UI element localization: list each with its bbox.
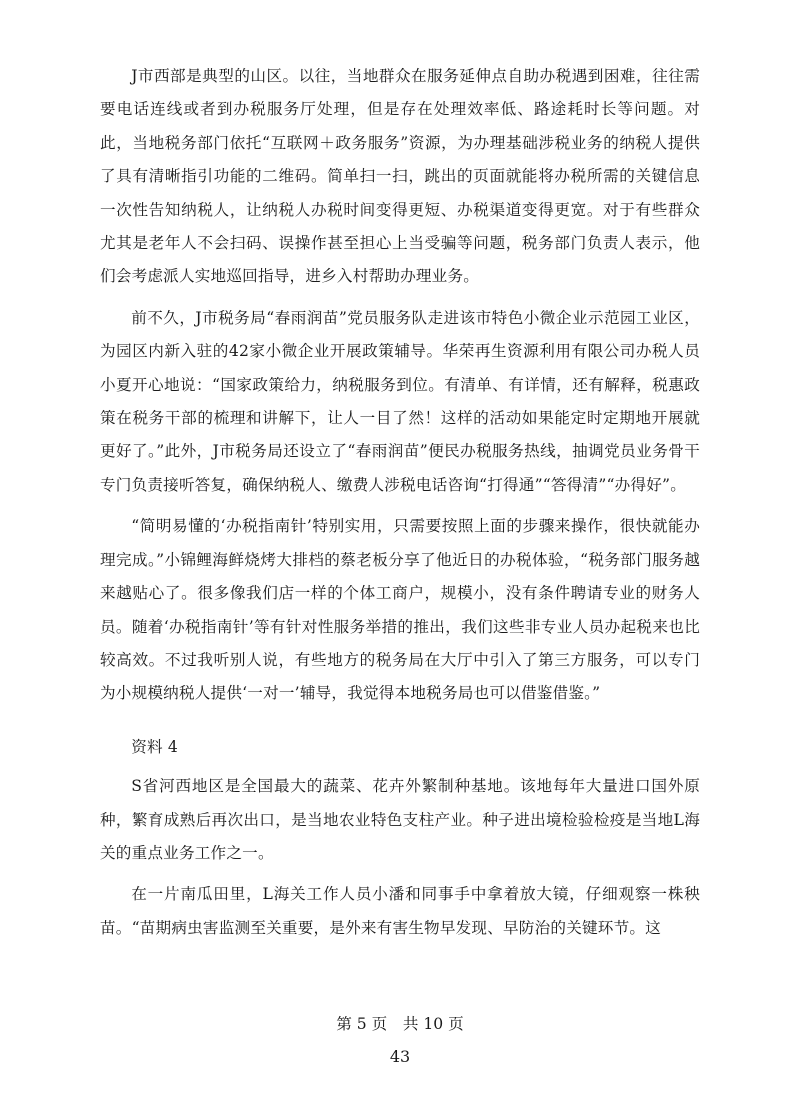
document-body bbox=[100, 60, 700, 953]
paragraph-3: “简明易懂的‘办税指南针’特别实用，只需要按照上面的步骤来操作，很快就能办理完成。”小锦鲤海鲜烧烤大排档的蔡老板分享了他近日的办税体验，“税务部门服务越来越贴心了。很多像我们店一样的个体工商户，规模小，没有条件聘请专业的财务人员。随着‘办税指南针’等有针对性服务举措的推出，我们这些非专业人员办起税来也比较高效。不过我听别人说，有些地方的税务局在大厅中引入了第三方服务，可以专门为小规模纳税人提供‘一对一’辅导，我觉得本地税务局也可以借鉴借鉴。” bbox=[100, 517, 700, 703]
paragraph-2: 前不久，J市税务局“春雨润苗”党员服务队走进该市特色小微企业示范园工业区，为园区内新入驻的42家小微企业开展政策辅导。华荣再生资源利用有限公司办税人员小夏开心地说：“国家政策给力，纳税服务到位。有清单、有详情，还有解释，税惠政策在税务干部的梳理和讲解下，让人一目了然！这样的活动如果能定时定期地开展就更好了。”此外，J市税务局还设立了“春雨润苗”便民办税服务热线，抽调党员业务骨干专门负责接听答复，确保纳税人、缴费人涉税电话咨询“打得通”“答得清”“办得好”。 bbox=[100, 308, 700, 494]
section-paragraph-2: 在一片南瓜田里，L海关工作人员小潘和同事手中拿着放大镜，仔细观察一株秧苗。“苗期病虫害监测至关重要，是外来有害生物早发现、早防治的关键环节。这 bbox=[100, 885, 700, 937]
book-page-number: 43 bbox=[389, 1047, 411, 1066]
paragraph-1: J市西部是典型的山区。以往，当地群众在服务延伸点自助办税遇到困难，往往需要电话连线或者到办税服务厅处理，但是存在处理效率低、路途耗时长等问题。对此，当地税务部门依托“互联网＋政务服务”资源，为办理基础涉税业务的纳税人提供了具有清晰指引功能的二维码。简单扫一扫，跳出的页面就能将办税所需的关键信息一次性告知纳税人，让纳税人办税时间变得更短、办税渠道变得更宽。对于有些群众尤其是老年人不会扫码、误操作甚至担心上当受骗等问题，税务部门负责人表示，他们会考虑派人实地巡回指导，进乡入村帮助办理业务。 bbox=[100, 67, 700, 286]
section-paragraph-1: S省河西地区是全国最大的蔬菜、花卉外繁制种基地。该地每年大量进口国外原种，繁育成熟后再次出口，是当地农业特色支柱产业。种子进出境检验检疫是当地L海关的重点业务工作之一。 bbox=[100, 777, 700, 862]
page-indicator: 第 5 页 共 10 页 bbox=[336, 1015, 464, 1033]
section-heading: 资料 4 bbox=[131, 737, 179, 756]
